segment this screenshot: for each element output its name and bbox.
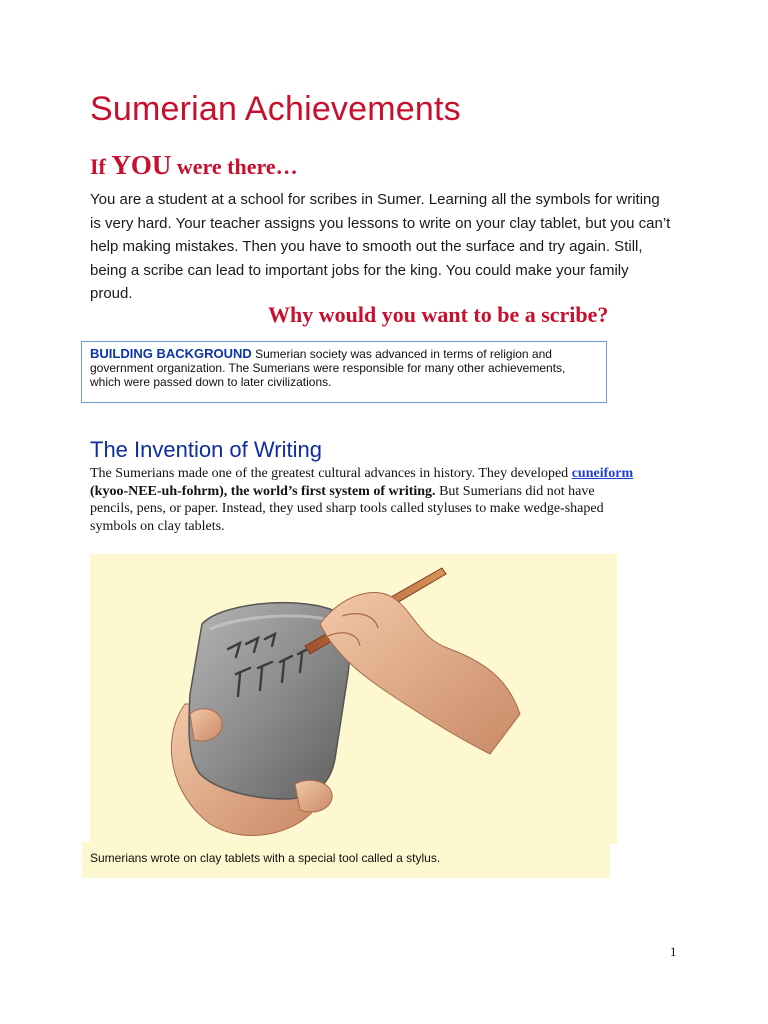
cuneiform-link[interactable]: cuneiform [571,466,634,481]
paragraph-text: symbols on clay tablets. [90,518,225,534]
intro-line: being a scribe can lead to important jobs for the king. You could make your family [90,261,629,279]
figure-caption: Sumerians wrote on clay tablets with a special tool called a stylus. [90,851,441,865]
intro-line: proud. [90,285,133,302]
paragraph-text: The Sumerians made one of the greatest cultural advances in history. They developed [90,466,572,481]
clay-tablet-figure [90,554,617,844]
intro-line: is very hard. Your teacher assigns you lessons to write on your clay tablet, but you can’t [90,214,671,232]
if-you-heading [90,152,298,179]
page-number: 1 [670,944,677,959]
if-you-big: YOU [111,150,172,180]
paragraph-text: But Sumerians did not have [435,483,595,499]
paragraph-bold-text: (kyoo-NEE-uh-fohrm), the world’s first system of writing. [90,483,436,499]
intro-line: help making mistakes. Then you have to smooth out the surface and try again. Still, [90,238,643,255]
building-background-text: Sumerian society was advanced in terms of religion and government organization. The Sumerians were responsible for many other achievements, which were passed down to later civilizations. [90,347,566,389]
building-background-box [81,341,607,403]
page-title: Sumerian Achievements [90,90,461,128]
figure-caption-box [82,842,610,878]
if-you-pre: If [90,154,112,179]
building-background-label: BUILDING BACKGROUND [90,346,252,361]
section-title: The Invention of Writing [90,437,322,462]
intro-line: You are a student at a school for scribes in Sumer. Learning all the symbols for writing [90,191,660,208]
intro-paragraph [90,188,690,306]
writing-paragraph [90,465,690,535]
scribe-question: Why would you want to be a scribe? [268,302,609,327]
if-you-post: were there… [171,154,298,179]
clay-tablet-illustration [90,554,617,844]
paragraph-text: pencils, pens, or paper. Instead, they used sharp tools called styluses to make wedge-shaped [90,501,604,516]
